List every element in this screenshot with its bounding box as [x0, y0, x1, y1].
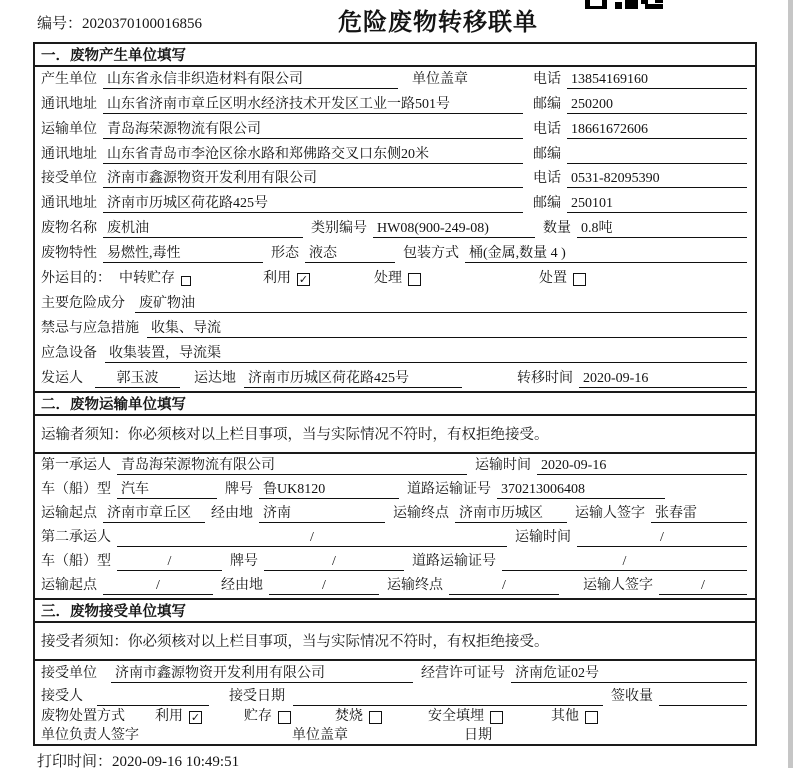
receiver-row — [35, 167, 755, 192]
producer-address-label: 通讯地址 — [41, 96, 97, 112]
vehicle1-label: 车（船）型 — [41, 481, 111, 497]
precaution-field: 收集、导流 — [147, 319, 747, 338]
category-label: 类别编号 — [311, 221, 367, 237]
signoff-row — [35, 729, 755, 746]
end1-label: 运输终点 — [393, 505, 449, 521]
transport-time2-field: / — [577, 528, 747, 547]
first-carrier-row — [35, 454, 755, 478]
disposal-landfill-label: 安全填埋 — [428, 708, 484, 724]
receiver-address-row — [35, 191, 755, 216]
receiver-address-label: 通讯地址 — [41, 196, 97, 212]
end2-field: / — [449, 576, 559, 595]
transport-time1-label: 运输时间 — [475, 457, 531, 473]
form-field: 液态 — [305, 244, 395, 263]
transfer-purpose-row — [35, 266, 755, 291]
transfer-time-label: 转移时间 — [517, 370, 573, 386]
transporter-zip-label: 邮编 — [533, 146, 561, 162]
dispose-label: 处置 — [539, 271, 567, 287]
route1-row — [35, 502, 755, 526]
producer-label: 产生单位 — [41, 71, 97, 87]
origin1-label: 运输起点 — [41, 505, 97, 521]
unit-signer-field — [171, 726, 276, 745]
section1-heading: 一．废物产生单位填写 — [35, 44, 755, 67]
acceptor-label: 接受人 — [41, 688, 83, 704]
disposal-store-label: 贮存 — [244, 708, 272, 724]
disposal-store-checkbox — [278, 711, 291, 724]
qr-code-fragment-icon — [585, 0, 665, 9]
acceptance-row — [35, 686, 755, 709]
waste-name-row — [35, 216, 755, 241]
disposal-landfill-checkbox — [490, 711, 503, 724]
receiver-field: 济南市鑫源物资开发利用有限公司 — [103, 169, 523, 188]
print-time — [37, 750, 239, 768]
unit-signer-label: 单位负责人签字 — [41, 727, 139, 743]
serial-value: 2020370100016856 — [82, 16, 203, 32]
packaging-field: 桶(金属,数量 4 ) — [465, 244, 747, 263]
serial-number — [37, 12, 202, 33]
receiver-label: 接受单位 — [41, 171, 97, 187]
disposal-utilize-checkbox: ✓ — [190, 710, 201, 724]
shipper-label: 发运人 — [41, 370, 83, 386]
transporter-zip-field — [567, 145, 747, 164]
permit2-label: 道路运输证号 — [412, 553, 496, 569]
transporter-row — [35, 117, 755, 142]
permit1-field: 370213006408 — [497, 480, 665, 499]
shipper-field: 郭玉波 — [95, 369, 180, 388]
dispatch-row — [35, 366, 755, 391]
receiver-phone-label: 电话 — [533, 171, 561, 187]
accept-date-label: 接受日期 — [229, 688, 285, 704]
via2-field: / — [269, 576, 379, 595]
disposal-other-checkbox — [585, 711, 598, 724]
receiver-unit-field: 济南市鑫源物资开发利用有限公司 — [111, 664, 413, 683]
receiver-zip-field: 250101 — [567, 194, 747, 213]
sign2-field: / — [659, 576, 747, 595]
traits-label: 废物特性 — [41, 246, 97, 262]
serial-label: 编号： — [37, 16, 83, 32]
seal-label: 单位盖章 — [412, 71, 468, 87]
hazard-field: 废矿物油 — [135, 294, 747, 313]
receiver-phone-field: 0531-82095390 — [567, 169, 747, 188]
vehicle2-row — [35, 550, 755, 574]
origin1-field: 济南市章丘区 — [103, 504, 205, 523]
waste-transfer-form — [33, 42, 757, 746]
equipment-field: 收集装置，导流渠 — [105, 344, 747, 363]
disposal-incinerate-label: 焚烧 — [335, 708, 363, 724]
license-label: 经营许可证号 — [421, 665, 505, 681]
packaging-label: 包装方式 — [403, 246, 459, 262]
receiver-unit-label: 接受单位 — [41, 665, 97, 681]
transporter-notice-row: 运输者须知：你必须核对以上栏目事项，当与实际情况不符时，有权拒绝接受。 — [35, 416, 755, 454]
vehicle2-field: / — [117, 552, 222, 571]
transporter-phone-field: 18661672606 — [567, 120, 747, 139]
transport-time1-field: 2020-09-16 — [537, 456, 747, 475]
acceptor-field — [97, 687, 209, 706]
print-time-value: 2020-09-16 10:49:51 — [112, 754, 240, 768]
destination-field: 济南市历城区荷花路425号 — [244, 369, 462, 388]
quantity-label: 数量 — [543, 221, 571, 237]
dispose-checkbox — [573, 273, 586, 286]
route2-row — [35, 574, 755, 598]
precaution-label: 禁忌与应急措施 — [41, 320, 139, 336]
plate1-label: 牌号 — [225, 481, 253, 497]
via2-label: 经由地 — [221, 577, 263, 593]
treat-label: 处理 — [374, 271, 402, 287]
transporter-address-row — [35, 142, 755, 167]
producer-address-field: 山东省济南市章丘区明水经济技术开发区工业一路501号 — [103, 95, 523, 114]
plate2-label: 牌号 — [230, 553, 258, 569]
transporter-field: 青岛海荣源物流有限公司 — [103, 120, 523, 139]
producer-zip-label: 邮编 — [533, 96, 561, 112]
origin2-field: / — [103, 576, 213, 595]
scrollbar[interactable] — [788, 0, 793, 768]
transporter-phone-label: 电话 — [533, 121, 561, 137]
treat-checkbox — [408, 273, 421, 286]
permit1-label: 道路运输证号 — [407, 481, 491, 497]
receiver-unit-row — [35, 661, 755, 686]
producer-field: 山东省永信非织造材料有限公司 — [103, 70, 398, 89]
plate1-field: 鲁UK8120 — [259, 480, 399, 499]
unit-seal-label: 单位盖章 — [292, 727, 348, 743]
second-carrier-field: / — [117, 528, 507, 547]
transfer-storage-label: 中转贮存 — [119, 271, 175, 287]
receiver-address-field: 济南市历城区荷花路425号 — [103, 194, 523, 213]
destination-label: 运达地 — [194, 370, 236, 386]
transfer-time-field: 2020-09-16 — [579, 369, 747, 388]
form-label: 形态 — [271, 246, 299, 262]
receiver-notice-row: 接受者须知：你必须核对以上栏目事项，当与实际情况不符时，有权拒绝接受。 — [35, 623, 755, 661]
quantity-field: 0.8吨 — [577, 219, 747, 238]
via1-label: 经由地 — [211, 505, 253, 521]
page-title: 危险废物转移联单 — [338, 10, 538, 36]
second-carrier-label: 第二承运人 — [41, 529, 111, 545]
via1-field: 济南 — [259, 504, 385, 523]
transfer-storage-checkbox — [181, 276, 191, 286]
precaution-row — [35, 316, 755, 341]
producer-row — [35, 67, 755, 92]
utilize-checkbox: ✓ — [298, 273, 309, 287]
print-time-label: 打印时间： — [37, 754, 113, 768]
producer-phone-label: 电话 — [533, 71, 561, 87]
disposal-other-label: 其他 — [551, 708, 579, 724]
first-carrier-field: 青岛海荣源物流有限公司 — [117, 456, 467, 475]
disposal-incinerate-checkbox — [369, 711, 382, 724]
transporter-address-field: 山东省青岛市李沧区徐水路和郑佛路交叉口东侧20米 — [103, 145, 523, 164]
waste-traits-row — [35, 241, 755, 266]
origin2-label: 运输起点 — [41, 577, 97, 593]
second-carrier-row — [35, 526, 755, 550]
end2-label: 运输终点 — [387, 577, 443, 593]
equipment-label: 应急设备 — [41, 345, 97, 361]
utilize-label: 利用 — [263, 271, 291, 287]
transporter-address-label: 通讯地址 — [41, 146, 97, 162]
license-field: 济南危证02号 — [511, 664, 747, 683]
producer-phone-field: 13854169160 — [567, 70, 747, 89]
section3-heading: 三．废物接受单位填写 — [35, 598, 755, 623]
hazard-label: 主要危险成分 — [41, 295, 125, 311]
vehicle1-field: 汽车 — [117, 480, 217, 499]
traits-field: 易燃性,毒性 — [103, 244, 263, 263]
equipment-row — [35, 341, 755, 366]
permit2-field: / — [502, 552, 747, 571]
sign1-label: 运输人签字 — [575, 505, 645, 521]
disposal-method-label: 废物处置方式 — [41, 708, 125, 724]
vehicle1-row — [35, 478, 755, 502]
sign-date-field — [502, 726, 747, 745]
receiver-zip-label: 邮编 — [533, 196, 561, 212]
accept-date-field — [293, 687, 603, 706]
received-amount-label: 签收量 — [611, 688, 653, 704]
transporter-label: 运输单位 — [41, 121, 97, 137]
producer-zip-field: 250200 — [567, 95, 747, 114]
sign2-label: 运输人签字 — [583, 577, 653, 593]
producer-address-row — [35, 92, 755, 117]
vehicle2-label: 车（船）型 — [41, 553, 111, 569]
waste-name-field: 废机油 — [103, 219, 303, 238]
purpose-label: 外运目的： — [41, 271, 111, 287]
waste-name-label: 废物名称 — [41, 221, 97, 237]
received-amount-field — [659, 687, 747, 706]
disposal-utilize-label: 利用 — [155, 708, 183, 724]
sign1-field: 张春雷 — [651, 504, 747, 523]
hazard-row — [35, 291, 755, 316]
transport-time2-label: 运输时间 — [515, 529, 571, 545]
plate2-field: / — [264, 552, 404, 571]
first-carrier-label: 第一承运人 — [41, 457, 111, 473]
category-field: HW08(900-249-08) — [373, 219, 535, 238]
section2-heading: 二．废物运输单位填写 — [35, 391, 755, 416]
end1-field: 济南市历城区 — [455, 504, 567, 523]
sign-date-label: 日期 — [464, 727, 492, 743]
